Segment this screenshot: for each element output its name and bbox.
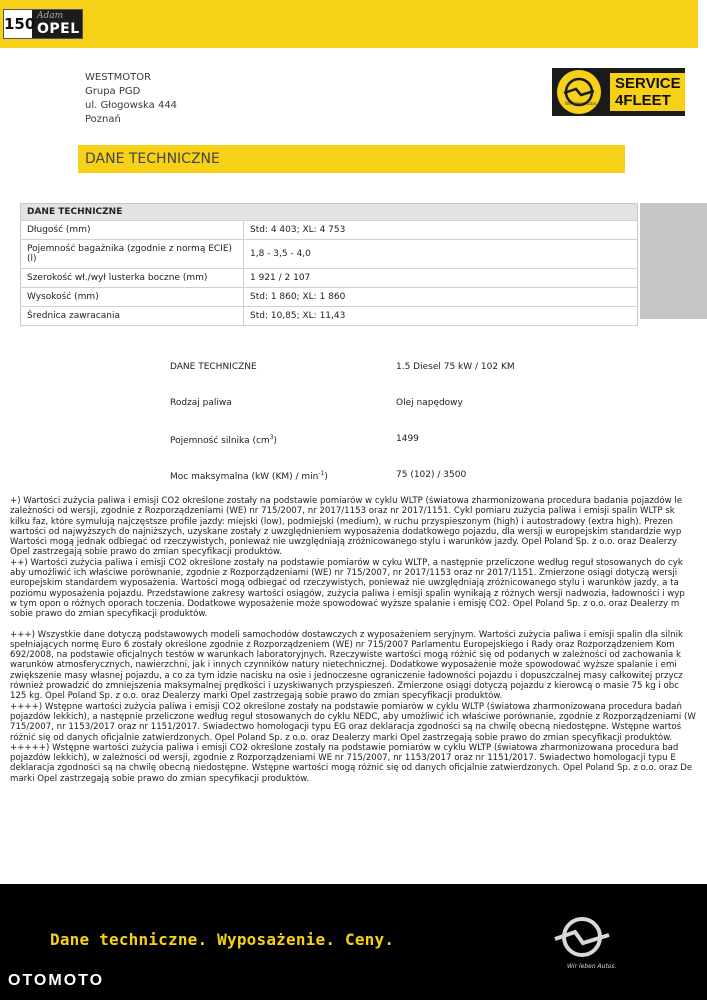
service-4fleet-badge bbox=[552, 68, 685, 116]
spec-value: 75 (102) / 3500 bbox=[396, 470, 467, 480]
note-line: marki Opel zastrzegają sobie prawo do zmian specyfikacji produktów. bbox=[10, 773, 310, 784]
table-row bbox=[21, 307, 638, 326]
spec-value: 1.5 Diesel 75 kW / 102 KM bbox=[396, 362, 515, 372]
spec-label: Moc maksymalna (kW $(KM) / \min^{-1}$) bbox=[170, 470, 328, 482]
row-label: Długość (mm) bbox=[21, 221, 244, 240]
logo-brand: OPEL bbox=[37, 21, 80, 37]
row-value: Std: 1 860; XL: 1 860 bbox=[244, 288, 638, 307]
table-heading: DANE TECHNICZNE bbox=[21, 204, 638, 221]
note-line: pojazdów lekkich), w zależności od wersji, zgodnie z Rozporządzeniami WE nr 715/2007, nr 1153/2017 oraz nr 1151/2017. Świadectwo homologacji typu E bbox=[10, 753, 676, 764]
note-gap bbox=[10, 620, 707, 630]
section-title-bar bbox=[78, 145, 625, 173]
row-label: Pojemność bagażnika (zgodnie z normą ECIE) (l) bbox=[21, 240, 244, 269]
service-tagline: Wir leben Autos. bbox=[565, 101, 598, 106]
note-line: 715/2007, nr 1153/2017 oraz nr 1151/2017. Świadectwo homologacji typu EG oraz deklaracja zgodności są na chwilę obecną niedostępne. Wstępne wartoś bbox=[10, 722, 682, 733]
row-label: Wysokość (mm) bbox=[21, 288, 244, 307]
opel-footer-emblem-icon bbox=[553, 910, 611, 964]
spec-label: Rodzaj paliwa bbox=[170, 398, 232, 408]
note-line: poziomu wyposażenia pojazdu. Przedstawione zakresy wartości osiągów, zużycia paliwa i emisji spalin wynikają z różnych wersji nadwozia, ładowności i wyp bbox=[10, 588, 685, 599]
page-title: DANE TECHNICZNE bbox=[85, 151, 220, 167]
note-line: aby umożliwić ich właściwe porównanie, zgodnie z Rozporządzeniami (WE) nr 715/2007, nr 2017/1153 oraz nr 2017/1151. Zmierzone osiągi dotyczą wersji bbox=[10, 568, 678, 579]
note-line: +++) Wszystkie dane dotyczą podstawowych modeli samochodów dostawczych z wyposażeniem seryjnym. Wartości zużycia paliwa i emisji spalin dla silnik bbox=[10, 629, 683, 640]
note-line: warunków atmosferycznych, nawierzchni, jak i innych czynników natury nietechnicznej. Dodatkowe wyposażenie może spowodować wyższe spalanie i emi bbox=[10, 660, 677, 671]
table-side-panel bbox=[640, 203, 707, 319]
spec-label: DANE TECHNICZNE bbox=[170, 362, 257, 372]
note-line: kilku faz, które symulują najczęstsze profile jazdy: miejski (low), podmiejski (medium), w ruchu przyspieszonym (high) i autostradowy (extra high). Prezen bbox=[10, 516, 673, 527]
table-header-row bbox=[21, 204, 638, 221]
note-line: Wartości mogą jednak odbiegać od rzeczywistych, ponieważ nie uwzględniają zróżnicowanego stylu i warunków jazdy. Opel Poland Sp. z o.o. oraz Dealerzy bbox=[10, 537, 677, 548]
logo-script: Adam bbox=[37, 11, 64, 21]
dimensions-table bbox=[20, 203, 638, 326]
service-text bbox=[610, 73, 685, 111]
note-line: deklaracja zgodności są na chwilę obecną niedostępne. Wstępne wartości mogą różnić się od danych oficjalnie zatwierdzonych. Opel Poland Sp. z o.o. oraz De bbox=[10, 763, 693, 774]
note-line: również prowadzić do zmniejszenia maksymalnej prędkości i uzyskiwanych przyspieszeń. Zmierzone osiągi dotyczą pojazdu z kierowcą o masie 75 kg i obc bbox=[10, 681, 679, 692]
logo-number: 150 bbox=[4, 10, 32, 38]
note-line: 692/2008, na podstawie oficjalnych testów w warunkach laboratoryjnych. Rzeczywiste wartości mogą różnić się od podanych w zależności od zachowania k bbox=[10, 650, 681, 661]
note-line: w tym opon o różnych oporach toczenia. Dodatkowe wyposażenie może spowodować wyższe spalanie i emisję CO2. Opel Poland Sp. z o.o. oraz Dealerzy m bbox=[10, 598, 680, 609]
dealer-name: WESTMOTOR bbox=[85, 72, 152, 83]
service-line1: SERVICE bbox=[615, 75, 681, 92]
note-line: spełniających normę Euro 6 zostały określone zgodnie z Rozporządzeniem (WE) nr 715/2007 Parlamentu Europejskiego i Rady oraz Rozporządzeniem Kom bbox=[10, 639, 675, 650]
note-line: +++++) Wstępne wartości zużycia paliwa i emisji CO2 określone zostały na podstawie pomiarów w cyklu WLTP (światowa zharmonizowana procedura bad bbox=[10, 742, 679, 753]
footer-slogan: Wir leben Autos. bbox=[567, 963, 617, 970]
note-line: zależności od wersji, zgodnie z Rozporządzeniami (WE) nr 715/2007, nr 2017/1153 oraz nr 2017/1151. Cykl pomiaru zużycia paliwa i emisji spalin WLTP sk bbox=[10, 506, 675, 517]
spec-label: Pojemność silnika $(cm^3)$ bbox=[170, 434, 278, 446]
dealer-street: ul. Głogowska 444 bbox=[85, 100, 178, 111]
note-line: ++) Wartości zużycia paliwa i emisji CO2 określone zostały na podstawie pomiarów w cyku WLTP, a następnie przeliczone według reguł stosowanych do cyk bbox=[10, 557, 683, 568]
footer-banner bbox=[0, 884, 707, 1000]
spec-value: Olej napędowy bbox=[396, 398, 463, 408]
note-line: zwiększenie masy własnej pojazdu, a co za tym idzie nacisku na osie i jednoczesne ograniczenie ładowności pojazdu i dopuszczalnej masy całkowitej przycz bbox=[10, 670, 683, 681]
note-line: 125 kg. Opel Poland Sp. z o.o. oraz Dealerzy marki Opel zastrzegają sobie prawo do zmian specyfikacji produktów. bbox=[10, 691, 503, 702]
dealer-city: Poznań bbox=[85, 114, 121, 125]
row-label: Szerokość wł./wył lusterka boczne (mm) bbox=[21, 269, 244, 288]
table-row bbox=[21, 221, 638, 240]
note-line: wartości od najwyższych do najniższych, uzyskane zostały z uwzględnieniem wyposażenia dodatkowego pojazdu, dla wersji w europejskim standardzie wyp bbox=[10, 526, 682, 537]
note-line: europejskim standardem wyposażenia. Wartości mogą odbiegać od rzeczywistych, ponieważ nie uwzględniają zróżnicowanego stylu i warunków jazdy, a ta bbox=[10, 578, 679, 589]
footer-headline: Dane techniczne. Wyposażenie. Ceny. bbox=[50, 930, 395, 949]
note-line: +) Wartości zużycia paliwa i emisji CO2 określone zostały na podstawie pomiarów w cyklu WLTP (światowa zharmonizowana procedura badania pojazdów le bbox=[10, 496, 683, 506]
footer-brand: OTOMOTO bbox=[8, 972, 105, 989]
row-value: Std: 10,85; XL: 11,43 bbox=[244, 307, 638, 326]
dealer-logo bbox=[3, 9, 83, 39]
row-label: Średnica zawracania bbox=[21, 307, 244, 326]
note-line: ++++) Wstępne wartości zużycia paliwa i emisji CO2 określone zostały na podstawie pomiarów w cyklu WLTP (światowa zharmonizowana procedura badań bbox=[10, 701, 682, 712]
note-line: sobie prawo do zmian specyfikacji produktów. bbox=[10, 609, 208, 620]
header-band bbox=[0, 0, 698, 48]
spec-value: 1499 bbox=[396, 434, 419, 444]
row-value: 1,8 - 3,5 - 4,0 bbox=[244, 240, 638, 269]
table-row bbox=[21, 240, 638, 269]
note-line: pojazdów lekkich), a następnie przeliczone według reguł stosowanych do cyklu NEDC, aby umożliwić ich właściwe porównanie, zgodnie z Rozporządzeniami (W bbox=[10, 711, 696, 722]
row-value: Std: 4 403; XL: 4 753 bbox=[244, 221, 638, 240]
note-line: Opel zastrzegają sobie prawo do zmian specyfikacji produktów. bbox=[10, 547, 283, 558]
dealer-group: Grupa PGD bbox=[85, 86, 141, 97]
note-line: różnić się od danych oficjalnie zatwierdzonych. Opel Poland Sp. z o.o. oraz Dealerzy marki Opel zastrzegają sobie prawo do zmian specyfikacji produktów. bbox=[10, 732, 673, 743]
row-value: 1 921 / 2 107 bbox=[244, 269, 638, 288]
footnotes bbox=[10, 496, 707, 784]
table-row bbox=[21, 288, 638, 307]
opel-emblem-icon bbox=[557, 70, 601, 114]
table-row bbox=[21, 269, 638, 288]
service-line2: 4FLEET bbox=[615, 92, 671, 109]
